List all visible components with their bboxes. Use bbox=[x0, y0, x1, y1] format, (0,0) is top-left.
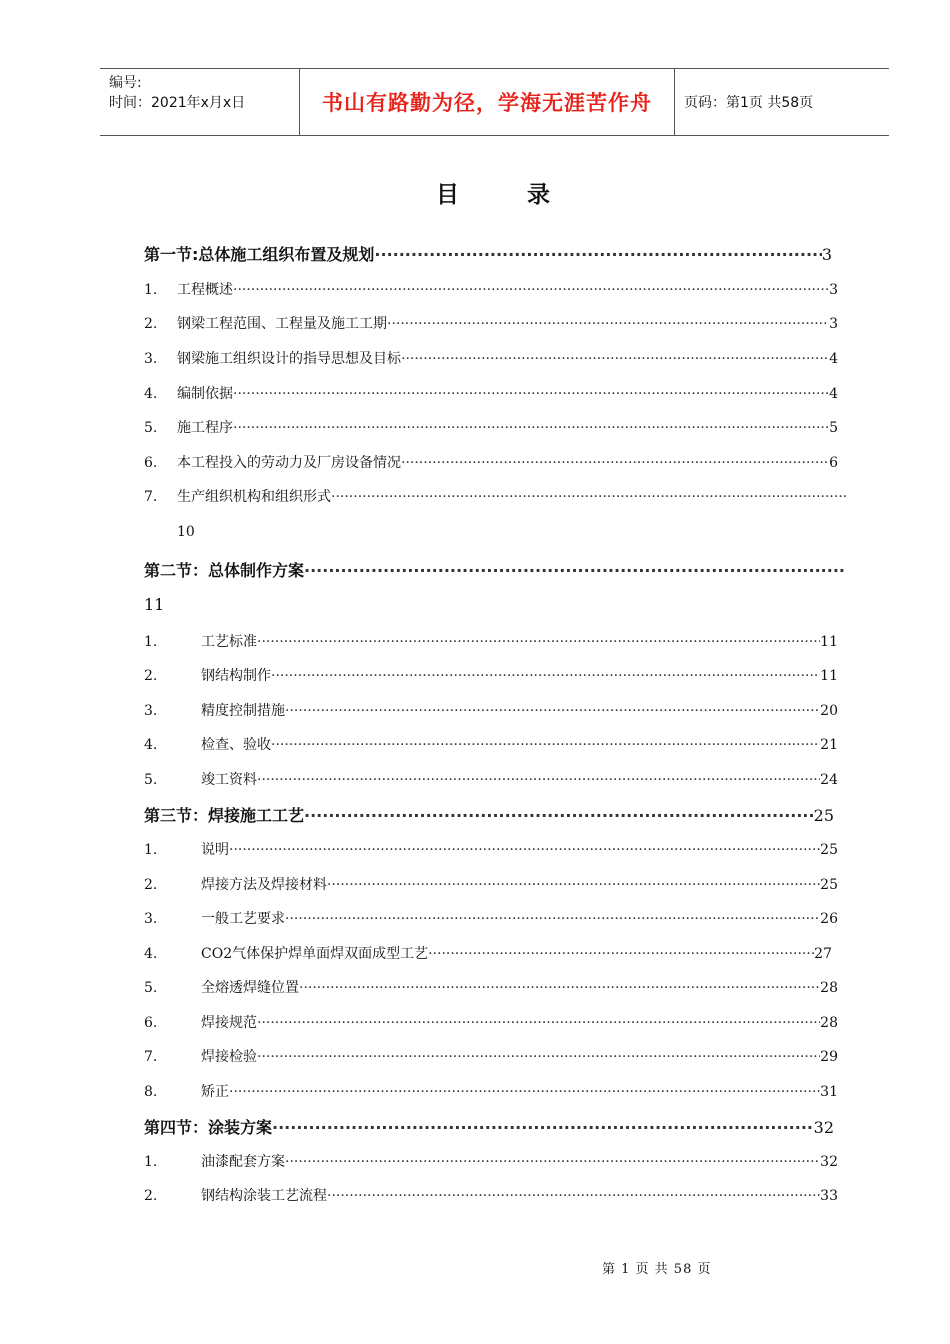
leader-dots bbox=[257, 1049, 820, 1065]
item-text: 施工程序 bbox=[177, 420, 233, 436]
item-number: 7. bbox=[144, 1049, 158, 1065]
leader-dots bbox=[401, 351, 829, 367]
leader-dots bbox=[304, 561, 846, 580]
section-page-wrapped: 11 bbox=[144, 595, 165, 614]
item-number: 4. bbox=[144, 386, 158, 402]
section-title: 第四节：涂装方案 bbox=[144, 1118, 273, 1137]
item-page: 4 bbox=[829, 351, 838, 367]
leader-dots bbox=[271, 668, 820, 684]
item-number: 1. bbox=[144, 282, 158, 298]
item-text: 钢结构涂装工艺流程 bbox=[201, 1188, 327, 1204]
item-number: 3. bbox=[144, 703, 158, 719]
header-page-info: 页码：第1页 共58页 bbox=[684, 95, 814, 111]
toc-section-3[interactable] bbox=[144, 803, 834, 826]
item-page: 3 bbox=[829, 282, 838, 298]
leader-dots bbox=[271, 737, 820, 753]
item-page-wrapped: 10 bbox=[177, 524, 195, 540]
item-number: 3. bbox=[144, 911, 158, 927]
leader-dots bbox=[327, 1188, 820, 1204]
code-label: 编号: bbox=[109, 75, 142, 91]
item-number: 2. bbox=[144, 668, 158, 684]
leader-dots bbox=[257, 772, 820, 788]
leader-dots bbox=[285, 1154, 820, 1170]
item-text: 油漆配套方案 bbox=[201, 1154, 285, 1170]
item-page: 5 bbox=[829, 420, 838, 436]
toc-item[interactable] bbox=[144, 977, 838, 997]
page-footer: 第 1 页 共 58 页 bbox=[602, 1262, 712, 1277]
leader-dots bbox=[304, 806, 814, 825]
leader-dots bbox=[401, 455, 829, 471]
toc-item[interactable] bbox=[144, 383, 838, 403]
item-number: 1. bbox=[144, 634, 158, 650]
item-number: 2. bbox=[144, 1188, 158, 1204]
leader-dots bbox=[233, 386, 829, 402]
toc-item[interactable] bbox=[144, 452, 838, 472]
leader-dots bbox=[387, 316, 829, 332]
section-page: 25 bbox=[813, 806, 834, 825]
item-page: 11 bbox=[820, 668, 838, 684]
toc-item[interactable] bbox=[144, 839, 838, 859]
toc-item[interactable] bbox=[144, 1081, 838, 1101]
item-page: 26 bbox=[820, 911, 838, 927]
leader-dots bbox=[233, 420, 829, 436]
toc-section-4[interactable] bbox=[144, 1115, 834, 1138]
item-text: 检查、验收 bbox=[201, 737, 271, 753]
leader-dots bbox=[229, 1084, 820, 1100]
item-text: 焊接检验 bbox=[201, 1049, 257, 1065]
item-text: 生产组织机构和组织形式 bbox=[177, 489, 331, 505]
leader-dots bbox=[229, 842, 820, 858]
item-text: 焊接规范 bbox=[201, 1015, 257, 1031]
toc-item[interactable] bbox=[144, 874, 838, 894]
item-page: 4 bbox=[829, 386, 838, 402]
leader-dots bbox=[327, 877, 820, 893]
leader-dots bbox=[428, 946, 814, 962]
leader-dots bbox=[233, 282, 829, 298]
item-text: 编制依据 bbox=[177, 386, 233, 402]
item-page: 33 bbox=[820, 1188, 838, 1204]
leader-dots bbox=[257, 634, 820, 650]
item-text: 本工程投入的劳动力及厂房设备情况 bbox=[177, 455, 401, 471]
toc-section-2[interactable] bbox=[144, 558, 846, 581]
toc-item[interactable] bbox=[144, 279, 838, 299]
item-page: 24 bbox=[820, 772, 838, 788]
toc-item[interactable] bbox=[144, 1046, 838, 1066]
item-text: 钢结构制作 bbox=[201, 668, 271, 684]
toc-item[interactable] bbox=[144, 1185, 838, 1205]
toc-item-wrapped[interactable] bbox=[144, 486, 846, 506]
item-page: 21 bbox=[820, 737, 838, 753]
header-meta bbox=[100, 69, 300, 135]
item-number: 2. bbox=[144, 877, 158, 893]
toc-item[interactable] bbox=[144, 769, 838, 789]
item-page: 25 bbox=[820, 877, 838, 893]
item-text: 工艺标准 bbox=[201, 634, 257, 650]
toc-item[interactable] bbox=[144, 313, 838, 333]
leader-dots bbox=[285, 703, 820, 719]
section-title: 第三节：焊接施工工艺 bbox=[144, 806, 305, 825]
item-number: 7. bbox=[144, 489, 158, 505]
section-title: 第二节：总体制作方案 bbox=[144, 561, 305, 580]
leader-dots bbox=[299, 980, 820, 996]
time-label: 时间：2021年x月x日 bbox=[109, 95, 246, 111]
item-text: 精度控制措施 bbox=[201, 703, 285, 719]
leader-dots bbox=[257, 1015, 820, 1031]
toc-item[interactable] bbox=[144, 665, 838, 685]
item-page: 6 bbox=[829, 455, 838, 471]
leader-dots bbox=[285, 911, 820, 927]
leader-dots bbox=[374, 245, 821, 264]
item-number: 5. bbox=[144, 420, 158, 436]
section-title: 第一节:总体施工组织布置及规划 bbox=[144, 245, 375, 264]
item-number: 5. bbox=[144, 980, 158, 996]
item-page: 20 bbox=[820, 703, 838, 719]
item-page: 11 bbox=[820, 634, 838, 650]
item-text: 一般工艺要求 bbox=[201, 911, 285, 927]
item-text: 矫正 bbox=[201, 1084, 229, 1100]
item-text: 工程概述 bbox=[177, 282, 233, 298]
item-page: 32 bbox=[820, 1154, 838, 1170]
toc-item[interactable] bbox=[144, 348, 838, 368]
item-text: 钢梁工程范围、工程量及施工工期 bbox=[177, 316, 387, 332]
leader-dots bbox=[331, 489, 846, 505]
item-page: 31 bbox=[820, 1084, 838, 1100]
toc-item[interactable] bbox=[144, 1151, 838, 1171]
item-text: 焊接方法及焊接材料 bbox=[201, 877, 327, 893]
item-number: 4. bbox=[144, 737, 158, 753]
section-page: 3 bbox=[821, 245, 832, 264]
item-number: 3. bbox=[144, 351, 158, 367]
section-page: 32 bbox=[813, 1118, 834, 1137]
item-number: 1. bbox=[144, 1154, 158, 1170]
item-number: 4. bbox=[144, 946, 158, 962]
toc-item[interactable] bbox=[144, 417, 838, 437]
item-number: 6. bbox=[144, 455, 158, 471]
toc-item[interactable] bbox=[144, 734, 838, 754]
item-number: 2. bbox=[144, 316, 158, 332]
toc-item[interactable] bbox=[144, 700, 838, 720]
item-text: 竣工资料 bbox=[201, 772, 257, 788]
toc-title: 目 录 bbox=[435, 182, 580, 208]
toc-item[interactable] bbox=[144, 943, 832, 963]
item-text: CO2气体保护焊单面焊双面成型工艺 bbox=[201, 946, 429, 962]
toc-item[interactable] bbox=[144, 631, 838, 651]
toc-section-1[interactable] bbox=[144, 242, 832, 265]
item-text: 钢梁施工组织设计的指导思想及目标 bbox=[177, 351, 401, 367]
leader-dots bbox=[272, 1118, 814, 1137]
toc-item[interactable] bbox=[144, 1012, 838, 1032]
item-number: 8. bbox=[144, 1084, 158, 1100]
item-page: 28 bbox=[820, 1015, 838, 1031]
item-number: 1. bbox=[144, 842, 158, 858]
item-page: 28 bbox=[820, 980, 838, 996]
item-page: 3 bbox=[829, 316, 838, 332]
item-number: 5. bbox=[144, 772, 158, 788]
toc-item[interactable] bbox=[144, 908, 838, 928]
item-page: 29 bbox=[820, 1049, 838, 1065]
item-page: 27 bbox=[814, 946, 832, 962]
item-number: 6. bbox=[144, 1015, 158, 1031]
item-page: 25 bbox=[820, 842, 838, 858]
header-motto: 书山有路勤为径，学海无涯苦作舟 bbox=[300, 69, 675, 135]
page-header bbox=[100, 68, 889, 136]
item-text: 说明 bbox=[201, 842, 229, 858]
item-text: 全熔透焊缝位置 bbox=[201, 980, 299, 996]
